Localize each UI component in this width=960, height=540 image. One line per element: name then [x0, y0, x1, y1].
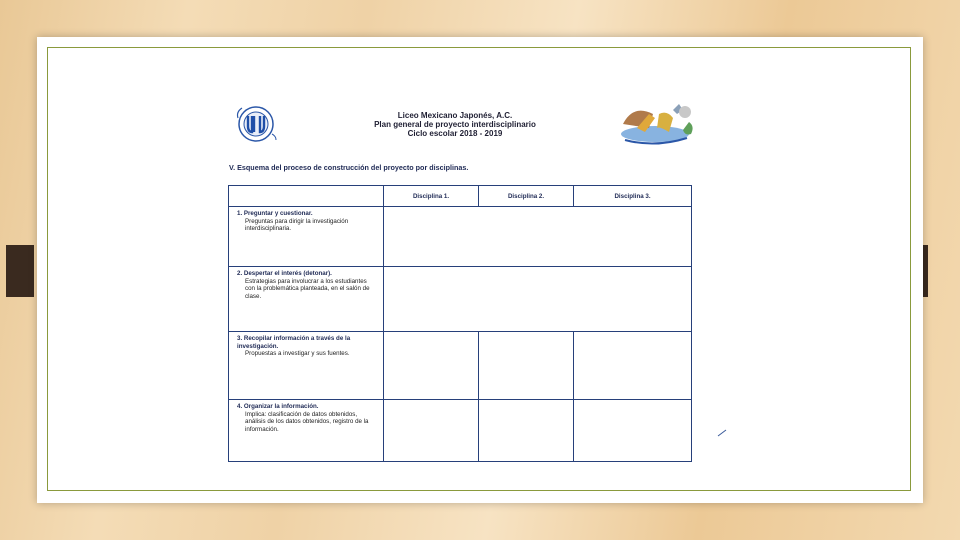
row-title: 2. Despertar el interés (detonar). — [237, 270, 332, 277]
row-description: Implica: clasificación de datos obtenidos, análisis de los datos obtenidos, registro de la información. — [245, 410, 369, 433]
table-row — [229, 267, 384, 332]
row-title: 3. Recopilar información a través de la investigación. — [237, 335, 351, 350]
table-header-discipline-2: Disciplina 2. — [479, 186, 574, 207]
header-line-2: Plan general de proyecto interdisciplinario — [374, 120, 536, 129]
table-cell-empty — [574, 400, 692, 462]
table-cell-empty — [384, 207, 692, 267]
row-description: Estrategias para involucrar a los estudiantes con la problemática planteada, en el salón de clase. — [245, 277, 370, 300]
pen-mark-icon — [717, 429, 727, 437]
table-row — [229, 332, 384, 400]
section-title: V. Esquema del proceso de construcción del proyecto por disciplinas. — [229, 163, 469, 172]
row-title: 4. Organizar la información. — [237, 403, 319, 410]
table-header-discipline-1: Disciplina 1. — [384, 186, 479, 207]
project-logo-icon — [615, 100, 705, 150]
table-cell-empty — [574, 332, 692, 400]
header-line-1: Liceo Mexicano Japonés, A.C. — [397, 111, 513, 120]
document-image — [220, 97, 725, 481]
table-header-discipline-3: Disciplina 3. — [574, 186, 692, 207]
header-line-3: Ciclo escolar 2018 - 2019 — [407, 129, 503, 138]
table-cell-empty — [479, 332, 574, 400]
table-cell-empty — [384, 332, 479, 400]
row-description: Preguntas para dirigir la investigación interdisciplinaria. — [245, 217, 349, 233]
table-cell-empty — [384, 400, 479, 462]
document-header — [340, 111, 570, 138]
table-row — [229, 400, 384, 462]
table-cell-empty — [479, 400, 574, 462]
table-row — [229, 207, 384, 267]
row-title: 1. Preguntar y cuestionar. — [237, 210, 313, 217]
table-header-empty — [229, 186, 384, 207]
school-logo-icon — [232, 104, 280, 144]
table-cell-empty — [384, 267, 692, 332]
row-description: Propuestas a investigar y sus fuentes. — [245, 350, 350, 358]
binder-clip-left — [6, 245, 34, 297]
project-table — [228, 185, 692, 462]
